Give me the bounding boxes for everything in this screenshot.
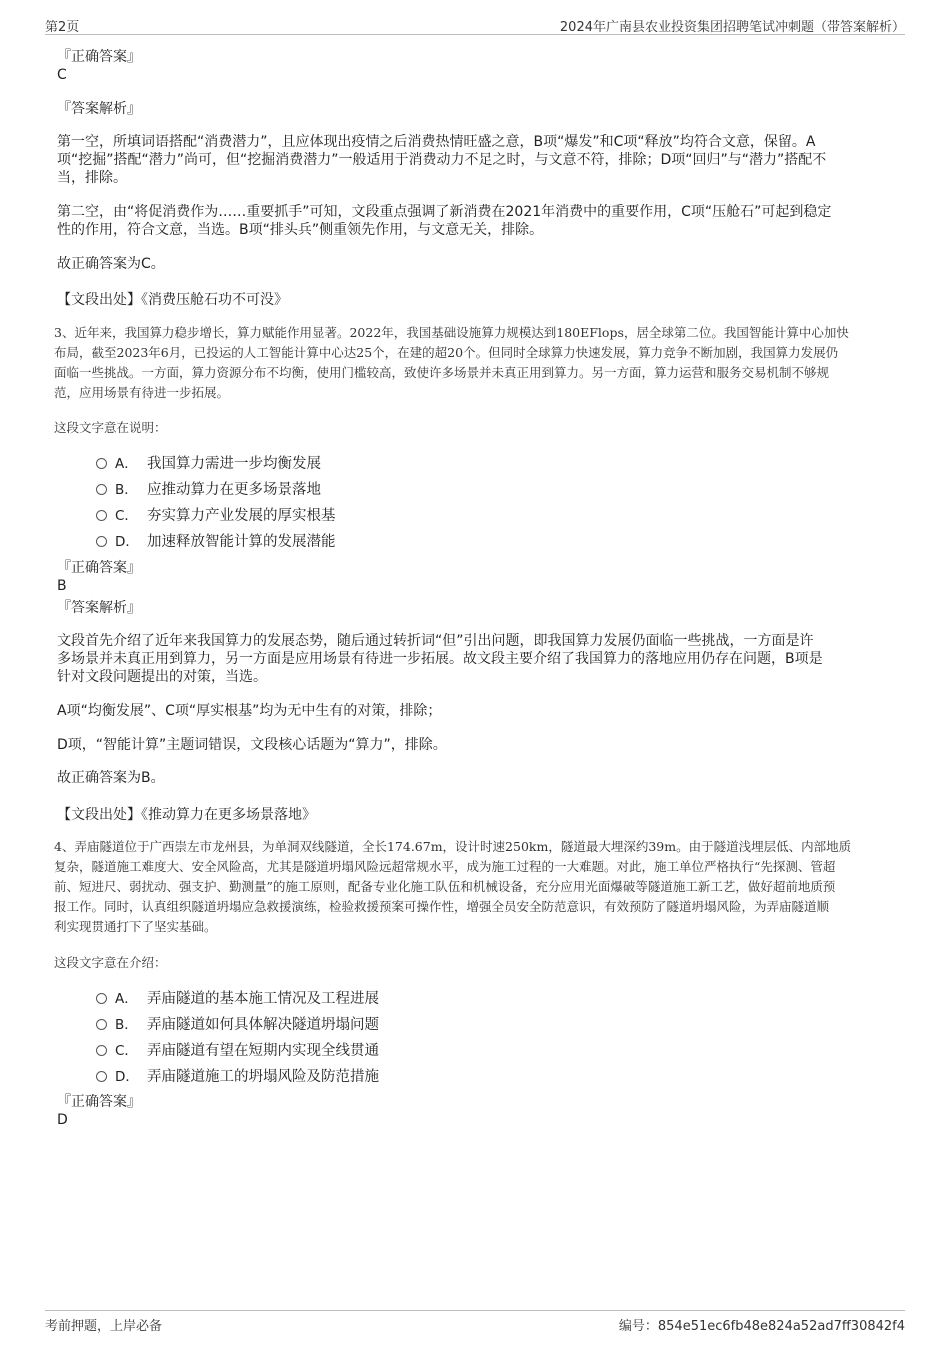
q3-stem-line: 面临一些挑战。一方面，算力资源分布不均衡，使用门槛较高，致使许多场景并未真正用到算力。另一方面，算力运营和服务交易机制不够规 — [54, 365, 830, 380]
q2-analysis-line: 项“挖掘”搭配“潜力”尚可，但“挖掘消费潜力”一般适用于消费动力不足之时，与文意不符，排除；D项“回归”与“潜力”搭配不 — [57, 152, 827, 168]
q3-analysis-line: A项“均衡发展”、C项“厚实根基”均为无中生有的对策，排除； — [57, 703, 442, 719]
option-key: A． — [115, 456, 138, 472]
radio-icon[interactable] — [96, 458, 107, 469]
radio-icon[interactable] — [96, 1071, 107, 1082]
option-text: 弄庙隧道有望在短期内实现全线贯通 — [147, 1043, 379, 1059]
q3-source: 【文段出处】《推动算力在更多场景落地》 — [57, 807, 316, 823]
q4-stem-line: 4、弄庙隧道位于广西崇左市龙州县，为单洞双线隧道，全长174.67m，设计时速250km，隧道最大埋深约39m。由于隧道浅埋层低、内部地质 — [54, 839, 852, 854]
option-key: C． — [115, 508, 138, 524]
q3-stem-line: 3、近年来，我国算力稳步增长，算力赋能作用显著。2022年，我国基础设施算力规模达到180EFlops，居全球第二位。我国智能计算中心加快 — [54, 325, 849, 340]
q3-conclusion: 故正确答案为B。 — [57, 770, 165, 786]
option-key: B． — [115, 482, 138, 498]
option-key: C． — [115, 1043, 138, 1059]
option-text: 夯实算力产业发展的厚实根基 — [147, 508, 336, 524]
q4-prompt: 这段文字意在介绍： — [54, 955, 167, 970]
option-text: 我国算力需进一步均衡发展 — [147, 456, 321, 472]
q2-conclusion: 故正确答案为C。 — [57, 256, 165, 272]
option-key: A． — [115, 991, 138, 1007]
document-title: 2024年广南县农业投资集团招聘笔试冲刺题（带答案解析） — [559, 20, 905, 35]
page-header — [45, 14, 905, 35]
q4-option-d[interactable] — [96, 1065, 379, 1085]
q3-analysis-label: 『答案解析』 — [57, 600, 141, 616]
q2-analysis-line: 当，排除。 — [57, 170, 127, 186]
q4-stem-line: 前、短进尺、弱扰动、强支护、勤测量”的施工原则，配备专业化施工队伍和机械设备，充分应用光面爆破等隧道施工新工艺，做好超前地质预 — [54, 879, 836, 894]
q3-option-a[interactable] — [96, 452, 321, 472]
option-text: 弄庙隧道施工的坍塌风险及防范措施 — [147, 1069, 379, 1085]
document-code: 编号：854e51ec6fb48e824a52ad7ff30842f4 — [618, 1319, 905, 1334]
radio-icon[interactable] — [96, 993, 107, 1004]
q3-option-c[interactable] — [96, 504, 336, 524]
radio-icon[interactable] — [96, 510, 107, 521]
q3-stem-line: 布局，截至2023年6月，已投运的人工智能计算中心达25个，在建的超20个。但同时全球算力快速发展，算力竞争不断加剧，我国算力发展仍 — [54, 345, 839, 360]
option-text: 弄庙隧道的基本施工情况及工程进展 — [147, 991, 379, 1007]
q2-analysis-line: 第二空，由“将促消费作为……重要抓手”可知，文段重点强调了新消费在2021年消费中的重要作用，C项“压舱石”可起到稳定 — [57, 204, 832, 220]
q4-answer-label: 『正确答案』 — [57, 1094, 141, 1110]
q2-answer: C — [57, 67, 67, 83]
q4-option-b[interactable] — [96, 1013, 379, 1033]
q3-analysis-line: 文段首先介绍了近年来我国算力的发展态势，随后通过转折词“但”引出问题，即我国算力发展仍面临一些挑战，一方面是许 — [57, 633, 814, 649]
option-key: B． — [115, 1017, 138, 1033]
q4-option-c[interactable] — [96, 1039, 379, 1059]
q4-option-a[interactable] — [96, 987, 379, 1007]
q3-option-b[interactable] — [96, 478, 321, 498]
option-text: 应推动算力在更多场景落地 — [147, 482, 321, 498]
option-key: D． — [115, 1069, 139, 1085]
q2-analysis-line: 性的作用，符合文意，当选。B项“排头兵”侧重领先作用，与文意无关，排除。 — [57, 222, 544, 238]
option-text: 弄庙隧道如何具体解决隧道坍塌问题 — [147, 1017, 379, 1033]
q3-analysis-line: 针对文段问题提出的对策，当选。 — [57, 669, 267, 685]
q3-analysis-line: 多场景并未真正用到算力，另一方面是应用场景有待进一步拓展。故文段主要介绍了我国算力的落地应用仍存在问题，B项是 — [57, 651, 823, 667]
q3-stem-line: 范，应用场景有待进一步拓展。 — [54, 385, 230, 400]
q2-source: 【文段出处】《消费压舱石功不可没》 — [57, 292, 288, 308]
q2-analysis-label: 『答案解析』 — [57, 101, 141, 117]
radio-icon[interactable] — [96, 1045, 107, 1056]
q4-stem-line: 利实现贯通打下了坚实基础。 — [54, 919, 217, 934]
radio-icon[interactable] — [96, 1019, 107, 1030]
footer-slogan: 考前押题，上岸必备 — [45, 1319, 163, 1334]
option-text: 加速释放智能计算的发展潜能 — [147, 534, 336, 550]
q3-answer: B — [57, 578, 67, 594]
q3-prompt: 这段文字意在说明： — [54, 420, 167, 435]
q3-option-d[interactable] — [96, 530, 336, 550]
q3-answer-label: 『正确答案』 — [57, 560, 141, 576]
q3-analysis-line: D项，“智能计算”主题词错误，文段核心话题为“算力”，排除。 — [57, 737, 447, 753]
q4-stem-line: 复杂，隧道施工难度大、安全风险高，尤其是隧道坍塌风险远超常规水平，成为施工过程的一大难题。对此，施工单位严格执行“先探测、管超 — [54, 859, 836, 874]
option-key: D． — [115, 534, 139, 550]
radio-icon[interactable] — [96, 484, 107, 495]
page-number: 第2页 — [45, 20, 80, 35]
q4-stem-line: 报工作。同时，认真组织隧道坍塌应急救援演练，检验救援预案可操作性，增强全员安全防范意识，有效预防了隧道坍塌风险，为弄庙隧道顺 — [54, 899, 830, 914]
q4-answer: D — [57, 1112, 68, 1128]
radio-icon[interactable] — [96, 536, 107, 547]
q2-analysis-line: 第一空，所填词语搭配“消费潜力”，且应体现出疫情之后消费热情旺盛之意，B项“爆发”和C项“释放”均符合文意，保留。A — [57, 134, 816, 150]
q2-answer-label: 『正确答案』 — [57, 49, 141, 65]
page-footer — [45, 1310, 905, 1333]
